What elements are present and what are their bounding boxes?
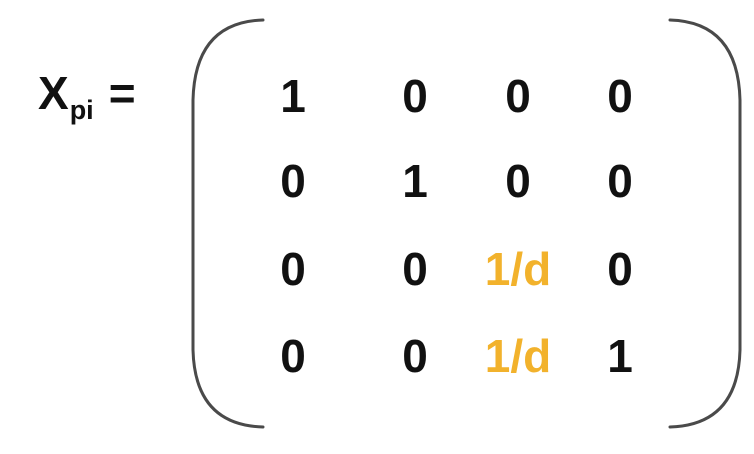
matrix-cell-r4-c2: 0 xyxy=(402,330,428,382)
matrix-cell-r4-c4: 1 xyxy=(607,330,633,382)
equals-sign: = xyxy=(108,67,136,119)
matrix-cell-r3-c4: 0 xyxy=(607,243,633,295)
matrix-subscript: pi xyxy=(69,95,94,125)
matrix-label xyxy=(38,66,136,125)
right-bracket xyxy=(655,0,754,454)
matrix-cell-r1-c4: 0 xyxy=(607,70,633,122)
matrix-cell-r2-c4: 0 xyxy=(607,155,633,207)
matrix-variable: X xyxy=(38,67,69,119)
matrix-cell-r2-c2: 1 xyxy=(402,155,428,207)
matrix-cell-r2-c1: 0 xyxy=(280,155,306,207)
matrix-cell-r1-c1: 1 xyxy=(280,70,306,122)
matrix-cell-r3-c2: 0 xyxy=(402,243,428,295)
matrix-cell-r4-c1: 0 xyxy=(280,330,306,382)
matrix-cell-r3-c1: 0 xyxy=(280,243,306,295)
matrix-cell-r1-c2: 0 xyxy=(402,70,428,122)
matrix-cell-r4-c3: 1/d xyxy=(484,330,552,382)
matrix-cell-r3-c3: 1/d xyxy=(484,243,552,295)
matrix-cell-r2-c3: 0 xyxy=(505,155,531,207)
matrix-cell-r1-c3: 0 xyxy=(505,70,531,122)
